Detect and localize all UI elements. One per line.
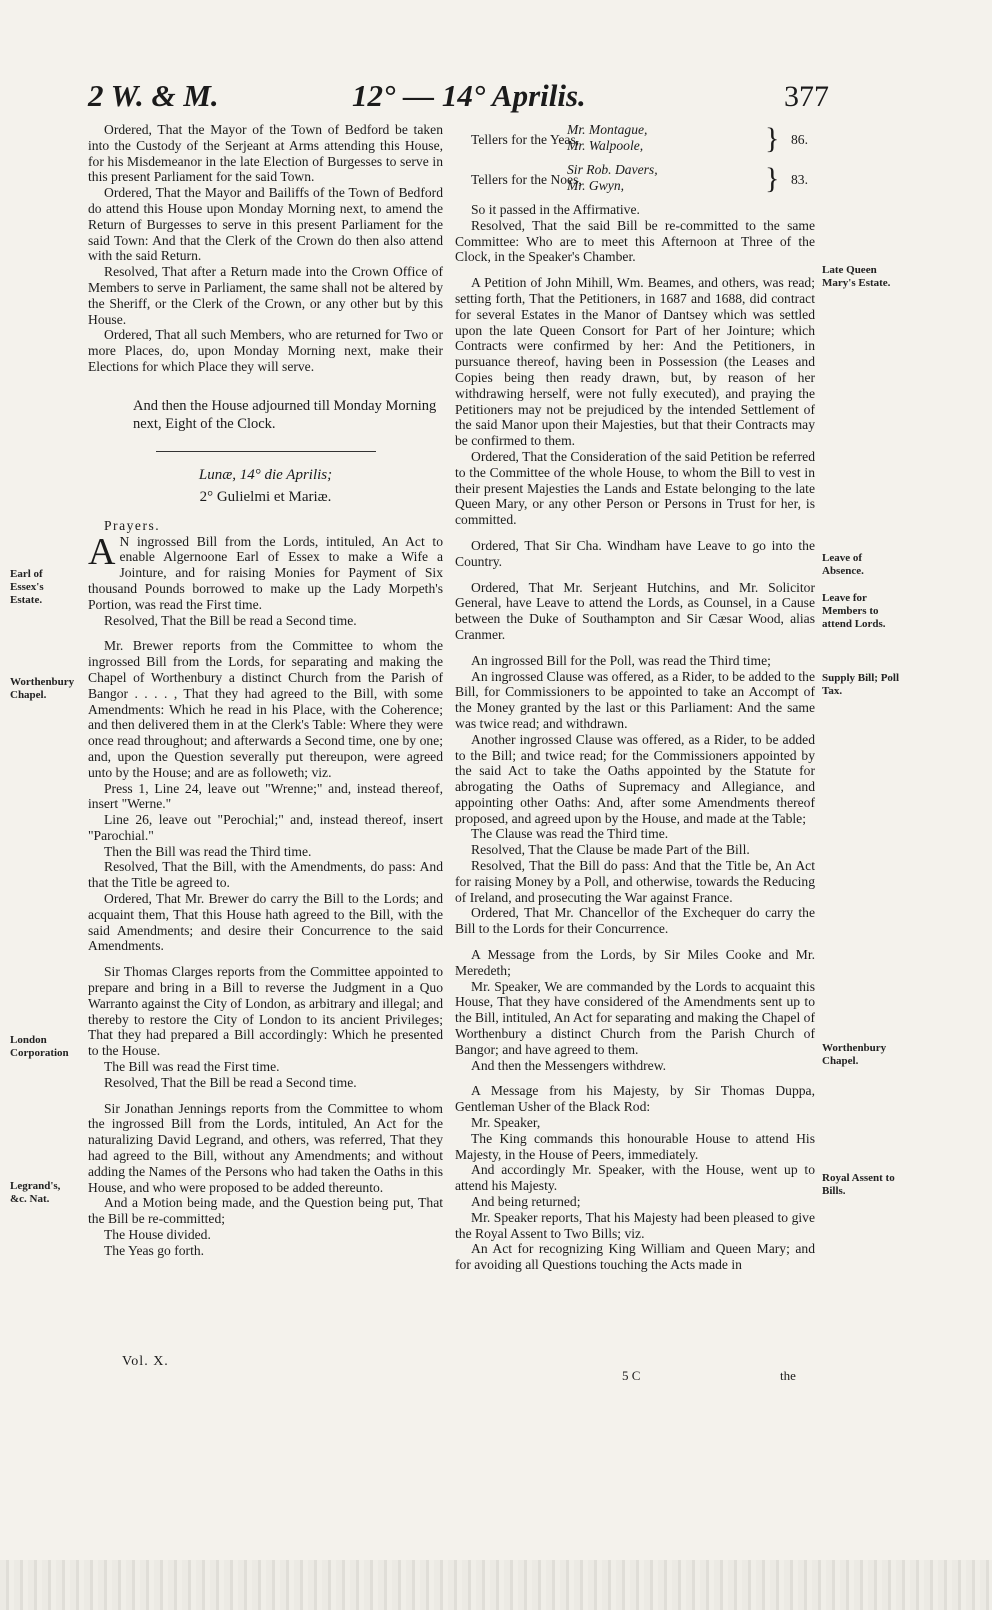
tellers-noes bbox=[455, 162, 815, 202]
paragraph: An ingrossed Bill for the Poll, was read the Third time; bbox=[471, 652, 771, 668]
paragraph: Resolved, That after a Return made into the Crown Office of Members to serve in Parliament, the same shall not be altered by the Sheriff, or the Clerk of the Crown, or any other but by this House. bbox=[88, 264, 443, 327]
vote-count: 86. bbox=[791, 132, 808, 147]
paragraph: Resolved, That the Bill do pass: And that the Title be, An Act for raising Money by a Poll, and otherwise, towards the Reducing of Ireland, and prosecuting the War against France. bbox=[455, 858, 815, 905]
paragraph: Mr. Speaker reports, That his Majesty had been pleased to give the Royal Assent to Two Bills; viz. bbox=[455, 1209, 815, 1241]
paragraph: Ordered, That Sir Cha. Windham have Leave to go into the Country. bbox=[455, 537, 815, 569]
margin-note: Leave of Absence. bbox=[822, 552, 864, 577]
paragraph: Resolved, That the Bill be read a Second time. bbox=[104, 1074, 357, 1090]
paragraph: The Clause was read the Third time. bbox=[471, 826, 669, 842]
signature-mark: 5 C bbox=[622, 1368, 641, 1383]
paragraph: So it passed in the Affirmative. bbox=[471, 202, 640, 217]
paragraph: Line 26, leave out "Perochial;" and, instead thereof, insert "Parochial." bbox=[88, 812, 443, 843]
paragraph: Then the Bill was read the Third time. bbox=[104, 843, 312, 859]
paragraph: Ordered, That the Consideration of the said Petition be referred to the Committee of the whole House, to whom the Bill to vest in their present Majesties the Lands and Estate belonging to the late Queen Mary, or any other Person or Persons in Trust for her, is committed. bbox=[455, 448, 816, 528]
paragraph: A Petition of John Mihill, Wm. Beames, and others, was read; setting forth, That the Petitioners, in 1687 and 1688, did contract for several Estates in the Manor of Dantsey which was settled upon the late Queen Consort for Part of her Jointure; which Contracts were confirmed by her: And the Petitioners, in pursuance thereof, having been in Possession (the Leases and Copies being then ready drawn, but, by reason of her withdrawing herself, were not fully executed), and praying the Petitioners may not be prejudiced by the intended Settlement of the said Manor upon their Majesties, but that their Contracts may be confirmed to them. bbox=[455, 275, 815, 449]
paragraph-text: N ingrossed Bill from the Lords, intituled, An Act to enable Algernoone Earl of Essex to make a Wife a Jointure, and for raising Monies for Payment of Six thousand Pounds borrowed to make up the Lady Morpeth's Portion, was read the First time. bbox=[88, 533, 443, 612]
margin-note: Legrand's, &c. Nat. bbox=[10, 1180, 61, 1205]
paragraph: Ordered, That Mr. Brewer do carry the Bill to the Lords; and acquaint them, That this House hath agreed to the Bill, with the said Amendments; and desire their Concurrence to the said Amendments. bbox=[88, 891, 443, 954]
tellers-label: Tellers for the Yeas, bbox=[471, 132, 580, 147]
page-header bbox=[0, 78, 992, 118]
paragraph: Mr. Speaker, bbox=[471, 1115, 541, 1131]
paragraph: A Message from his Majesty, by Sir Thomas Duppa, Gentleman Usher of the Black Rod: bbox=[455, 1083, 815, 1115]
right-column bbox=[455, 122, 815, 1273]
margin-note: Earl of Essex's Estate. bbox=[10, 568, 44, 606]
teller-name: Sir Rob. Davers, bbox=[567, 162, 658, 177]
margin-note: Late Queen Mary's Estate. bbox=[822, 264, 891, 289]
paragraph: And a Motion being made, and the Question being put, That the Bill be re-committed; bbox=[88, 1195, 443, 1227]
tellers-names bbox=[567, 122, 647, 154]
paragraph: Resolved, That the Bill be read a Second time. bbox=[104, 612, 357, 628]
paragraph bbox=[88, 530, 443, 613]
paragraph: Resolved, That the Bill, with the Amendments, do pass: And that the Title be agreed to. bbox=[88, 859, 443, 891]
paragraph: Ordered, That Mr. Chancellor of the Exchequer do carry the Bill to the Lords for their Concurrence. bbox=[455, 905, 815, 937]
date-range: 12° — 14° Aprilis. bbox=[352, 78, 586, 113]
prayers-heading: Prayers. bbox=[104, 517, 161, 533]
brace: } bbox=[765, 162, 780, 195]
tellers-names bbox=[567, 162, 658, 194]
drop-cap: A bbox=[88, 530, 116, 573]
paragraph: Resolved, That the Clause be made Part of the Bill. bbox=[471, 842, 750, 858]
left-column bbox=[88, 122, 443, 1259]
brace: } bbox=[765, 122, 780, 155]
paragraph: A Message from the Lords, by Sir Miles Cooke and Mr. Meredeth; bbox=[455, 947, 815, 978]
scan-edge bbox=[0, 1560, 992, 1610]
section-divider bbox=[156, 451, 376, 452]
regnal-year: 2 W. & M. bbox=[88, 78, 219, 113]
teller-name: Mr. Gwyn, bbox=[567, 178, 625, 193]
adjournment: And then the House adjourned till Monday Morning next, Eight of the Clock. bbox=[133, 397, 437, 432]
margin-note: Supply Bill; Poll Tax. bbox=[822, 672, 900, 697]
regnal-line: 2° Gulielmi et Mariæ. bbox=[199, 488, 332, 505]
margin-note: Worthenbury Chapel. bbox=[822, 1042, 887, 1067]
paragraph: And then the Messengers withdrew. bbox=[471, 1057, 667, 1073]
paragraph: An ingrossed Clause was offered, as a Rider, to be added to the Bill, for Commissioners to be appointed to take an Accompt of the Money granted by the last or this Parliament: And the same was twice read; and withdrawn. bbox=[455, 668, 815, 731]
paragraph: The House divided. bbox=[104, 1227, 211, 1243]
paragraph: An Act for recognizing King William and Queen Mary; and for avoiding all Questions touching the Acts made in bbox=[455, 1241, 815, 1273]
paragraph: The Yeas go forth. bbox=[104, 1242, 205, 1258]
paragraph: Ordered, That the Mayor and Bailiffs of the Town of Bedford do attend this House upon Monday Morning next, to amend the Return of Burgesses to serve in this present Parliament for the said Town: And that the Clerk of the Crown do then also attend with the said Return. bbox=[88, 185, 443, 264]
volume-label: Vol. X. bbox=[122, 1354, 169, 1369]
paragraph: Mr. Brewer reports from the Committee to whom the ingrossed Bill from the Lords, for separating and making the Chapel of Worthenbury a distinct Church from the Parish of Bangor . . . . , That they had agreed to the Bill, with some Amendments: Which he read in his Place, with the Coherence; and then delivered them in at the Clerk's Table: Where they were once read throughout; and afterwards a Second time, one by one; and, upon the Question severally put thereupon, were agreed unto by the House; and are as followeth; viz. bbox=[88, 638, 443, 780]
teller-name: Mr. Walpoole, bbox=[567, 138, 644, 153]
catchword: the bbox=[780, 1368, 796, 1383]
paragraph: Ordered, That the Mayor of the Town of Bedford be taken into the Custody of the Serjeant at Arms attending this House, for his Misdemeanor in the late Election of Burgesses to serve in this present Parliament for the said Town. bbox=[88, 122, 443, 185]
paragraph: Resolved, That the said Bill be re-committed to the same Committee: Who are to meet this Afternoon at Three of the Clock, in the Speaker's Chamber. bbox=[455, 217, 815, 265]
paragraph: The Bill was read the First time. bbox=[104, 1059, 280, 1075]
margin-note: London Corporation bbox=[10, 1034, 69, 1059]
paragraph: The King commands this honourable House to attend His Majesty, in the House of Peers, immediately. bbox=[455, 1130, 815, 1162]
vote-count: 83. bbox=[791, 172, 808, 187]
paragraph: Ordered, That all such Members, who are returned for Two or more Places, do, upon Monday Morning next, make their Elections for which Place they will serve. bbox=[88, 327, 443, 374]
paragraph: Another ingrossed Clause was offered, as a Rider, to be added to the Bill; and twice read; for the Commissioners appointed by the said Act to take the Oaths appointed by the Statute for abrogating the Oaths of Supremacy and Allegiance, and appointing other Oaths: And, after some Amendments thereof proposed, and agreed upon by the House, and made at the Table; bbox=[455, 731, 815, 826]
margin-note: Leave for Members to attend Lords. bbox=[822, 592, 886, 630]
paragraph: Press 1, Line 24, leave out "Wrenne;" and, instead thereof, insert "Werne." bbox=[88, 780, 443, 812]
paragraph: Ordered, That Mr. Serjeant Hutchins, and Mr. Solicitor General, have Leave to attend the Lords, as Counsel, in a Cause between the Duke of Southampton and Sir Cæsar Wood, alias Cranmer. bbox=[455, 579, 815, 642]
teller-name: Mr. Montague, bbox=[567, 122, 648, 137]
paragraph: Mr. Speaker, We are commanded by the Lords to acquaint this House, That they have considered of the Amendments sent up to the Bill, intituled, An Act for separating and making the Chapel of Worthenbury a distinct Church from the Parish Church of Bangor; and have agreed to them. bbox=[455, 978, 815, 1057]
paragraph: Sir Thomas Clarges reports from the Committee appointed to prepare and bring in a Bill to reverse the Judgment in a Quo Warranto against the City of London, as arbitrary and illegal; and thereby to restore the City of London to its ancient Privileges; That they had prepared a Bill accordingly: Which he presented to the House. bbox=[88, 964, 443, 1059]
paragraph: Sir Jonathan Jennings reports from the Committee to whom the ingrossed Bill from the Lords, intituled, An Act for the naturalizing David Legrand, and others, was referred, That they had agreed to the Bill, without any Amendments; and without adding the Names of the Persons who had taken the Oaths in this House, and who were proposed to be added thereunto. bbox=[88, 1100, 443, 1195]
tellers-label: Tellers for the Noes, bbox=[471, 172, 582, 187]
margin-note: Worthenbury Chapel. bbox=[10, 676, 75, 701]
sitting-date bbox=[88, 464, 443, 508]
tellers-yeas bbox=[455, 122, 815, 162]
paragraph: And being returned; bbox=[471, 1194, 581, 1210]
margin-note: Royal Assent to Bills. bbox=[822, 1172, 895, 1197]
paragraph: And accordingly Mr. Speaker, with the House, went up to attend his Majesty. bbox=[455, 1162, 815, 1194]
page-number: 377 bbox=[784, 80, 829, 113]
sitting-date-line: Lunæ, 14° die Aprilis; bbox=[198, 466, 333, 483]
